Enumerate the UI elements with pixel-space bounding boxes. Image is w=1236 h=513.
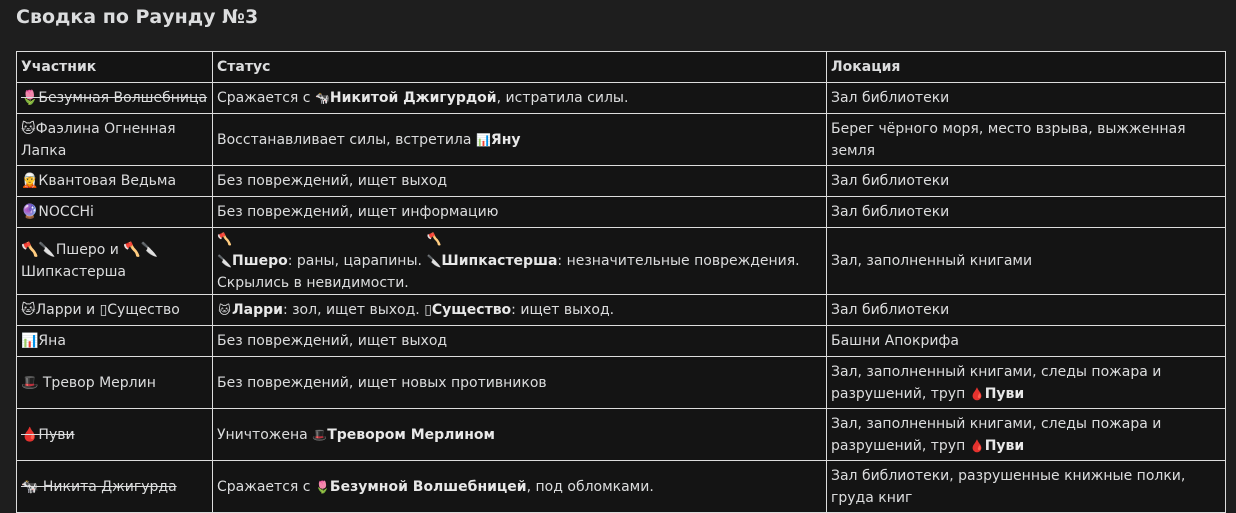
participant-cell: 📊Яна: [17, 326, 213, 357]
status-text: Сражается с: [217, 90, 315, 106]
axe-knife-icon: 🪓🔪: [426, 232, 442, 268]
status-ref-name: Яну: [490, 131, 521, 148]
bars-icon: 📊: [475, 132, 491, 147]
location-cell: Зал библиотеки: [827, 295, 1226, 326]
participant-cell: [17, 114, 213, 166]
location-text: Зал, заполненный книгами, следы пожара и разрушений, труп: [831, 415, 1162, 454]
location-ref-name: Пуви: [984, 437, 1025, 454]
status-cell: Без повреждений, ищет информацию: [213, 197, 827, 228]
status-text: , под обломками.: [526, 478, 654, 495]
page-title: Сводка по Раунду №3: [16, 6, 259, 28]
participant-cell: 🧝Квантовая Ведьма: [17, 166, 213, 197]
table-row: [17, 295, 1226, 326]
status-ref-name: Шипкастерша: [441, 253, 558, 269]
status-text: : незначительные повреждения. Скрылись в невидимости.: [217, 253, 800, 291]
location-ref-name: Пуви: [984, 385, 1025, 402]
participant-cell: 🔮NOCCHi: [17, 197, 213, 228]
location-cell: Зал библиотеки: [827, 83, 1226, 114]
status-cell: Без повреждений, ищет выход: [213, 166, 827, 197]
participant-name: 🐄 Никита Джигурда: [21, 478, 177, 495]
status-ref-name: Существо: [431, 302, 512, 318]
status-cell: [213, 461, 827, 513]
participant-name: 🌷Безумная Волшебница: [21, 90, 208, 106]
table-row: [17, 461, 1226, 513]
participant-name: 🩸Пуви: [21, 426, 75, 443]
status-text: : раны, царапины.: [287, 253, 427, 269]
location-cell: Башни Апокрифа: [827, 326, 1226, 357]
cat-icon: 🐱: [218, 303, 231, 317]
axe-knife-icon: 🪓🔪: [217, 232, 232, 268]
table-row: [17, 228, 1226, 295]
status-ref-name: Пшеро: [232, 253, 288, 269]
status-text: , истратила силы.: [496, 90, 629, 106]
status-cell: Без повреждений, ищет новых противников: [213, 357, 827, 409]
status-text: : ищет выход.: [511, 302, 615, 318]
status-ref-name: Никитой Джигурдой: [329, 90, 497, 106]
status-ref-name: Тревором Мерлином: [327, 426, 495, 443]
participant-cell: [17, 409, 213, 461]
header-participant: Участник: [17, 52, 213, 83]
status-ref-name: Ларри: [232, 302, 283, 318]
blood-drop-icon: 🩸: [969, 438, 985, 453]
table-row: [17, 83, 1226, 114]
participant-cell: [17, 83, 213, 114]
status-cell: [213, 83, 827, 114]
status-cell: [213, 409, 827, 461]
table-row: [17, 114, 1226, 166]
status-ref-name: Безумной Волшебницей: [329, 478, 527, 495]
location-cell: Зал библиотеки: [827, 197, 1226, 228]
status-cell: [213, 228, 827, 295]
status-cell: Без повреждений, ищет выход: [213, 326, 827, 357]
table-row: [17, 357, 1226, 409]
location-text: Зал, заполненный книгами, следы пожара и разрушений, труп: [831, 363, 1162, 402]
status-text: Уничтожена: [217, 426, 313, 443]
participant-cell: 🪓🔪Пшеро и 🪓🔪 Шипкастерша: [17, 228, 213, 295]
table-row: [17, 326, 1226, 357]
location-cell: [827, 357, 1226, 409]
cow-icon: 🐄: [314, 91, 330, 105]
tulip-icon: 🌷: [314, 479, 330, 494]
header-row: [17, 52, 1226, 83]
table-row: [17, 197, 1226, 228]
location-cell: Зал библиотеки, разрушенные книжные полки, груда книг: [827, 461, 1226, 513]
table-row: [17, 166, 1226, 197]
round-summary-table: [16, 51, 1226, 513]
top-hat-icon: 🎩: [312, 427, 328, 442]
status-cell: [213, 114, 827, 166]
status-text: Восстанавливает силы, встретила: [217, 131, 476, 148]
status-cell: [213, 295, 827, 326]
location-cell: Зал библиотеки: [827, 166, 1226, 197]
status-text: : зол, ищет выход. ▯: [282, 302, 432, 318]
participant-cell: 🎩 Тревор Мерлин: [17, 357, 213, 409]
blood-drop-icon: 🩸: [969, 386, 985, 401]
location-cell: Берег чёрного моря, место взрыва, выжженная земля: [827, 114, 1226, 166]
header-location: Локация: [827, 52, 1226, 83]
status-text: Сражается с: [217, 478, 315, 495]
participant-cell: [17, 461, 213, 513]
participant-name: 🐱Фаэлина Огненная Лапка: [21, 120, 176, 159]
location-cell: Зал, заполненный книгами: [827, 228, 1226, 295]
participant-cell: 🐱Ларри и ▯Существо: [17, 295, 213, 326]
table-row: [17, 409, 1226, 461]
location-cell: [827, 409, 1226, 461]
header-status: Статус: [213, 52, 827, 83]
